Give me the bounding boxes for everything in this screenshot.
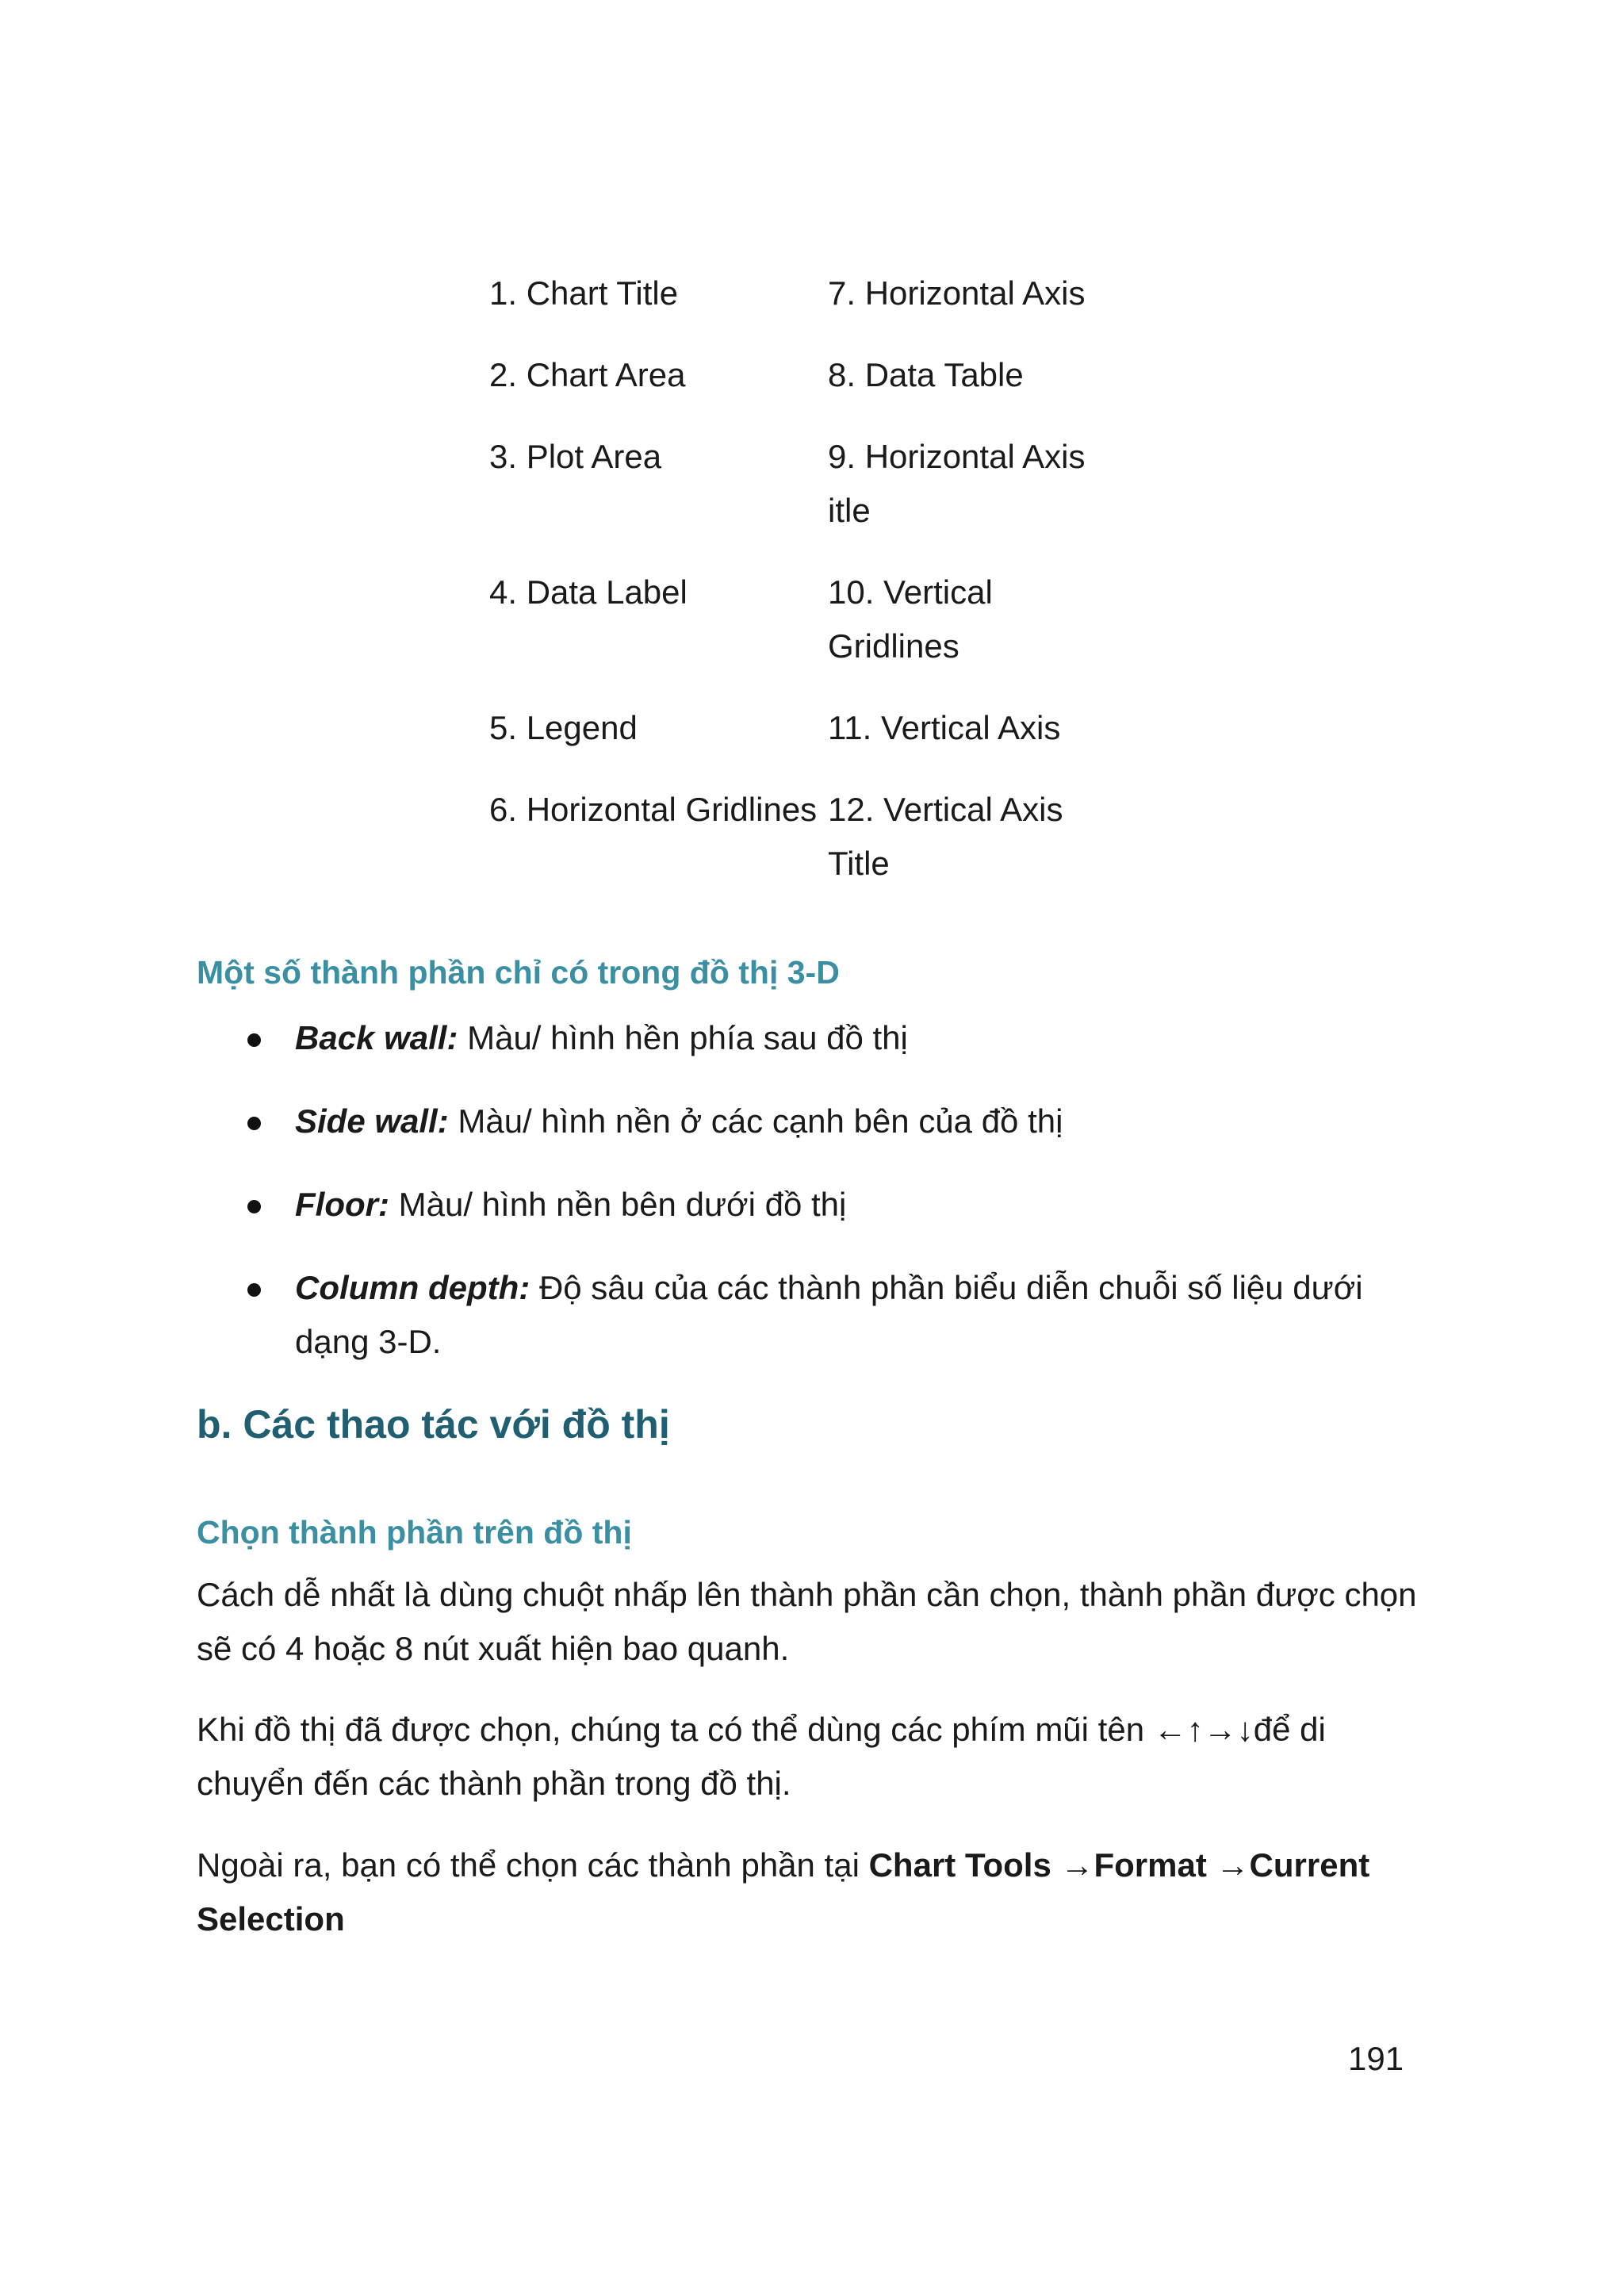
component-item: 8. Data Table xyxy=(828,356,1024,393)
bullet-term: Side wall: xyxy=(295,1102,449,1140)
menu-path-item: Current Selection xyxy=(197,1846,1370,1938)
component-item: 1. Chart Title xyxy=(489,274,679,312)
component-item: 11. Vertical Axis xyxy=(828,709,1061,746)
bullet-text: Màu/ hình nền bên dưới đồ thị xyxy=(389,1186,847,1223)
bullet-icon xyxy=(247,1200,261,1213)
component-item: 12. Vertical Axis Title xyxy=(828,791,1063,882)
component-item: 10. Vertical Gridlines xyxy=(828,573,993,665)
component-item: 3. Plot Area xyxy=(489,438,662,475)
arrow-icon: → xyxy=(1216,1846,1250,1884)
three-d-bullet-list xyxy=(197,1011,1402,1398)
component-row xyxy=(489,266,1124,320)
component-row xyxy=(489,783,1124,891)
menu-path-item: Format xyxy=(1094,1846,1207,1884)
list-item xyxy=(197,1178,1402,1232)
component-item: 7. Horizontal Axis xyxy=(828,274,1086,312)
section-heading: b. Các thao tác với đồ thị xyxy=(197,1402,670,1447)
list-item xyxy=(197,1011,1402,1065)
bullet-icon xyxy=(247,1117,261,1130)
list-item xyxy=(197,1261,1402,1369)
component-item: 4. Data Label xyxy=(489,573,688,611)
page-number: 191 xyxy=(1348,2040,1404,2077)
bullet-term: Column depth: xyxy=(295,1269,530,1306)
component-row xyxy=(489,565,1124,673)
menu-path-item: Chart Tools xyxy=(868,1846,1051,1884)
component-row xyxy=(489,701,1124,755)
paragraph-text: Ngoài ra, bạn có thể chọn các thành phần tại xyxy=(197,1846,869,1884)
list-item xyxy=(197,1094,1402,1148)
bullet-icon xyxy=(247,1283,261,1297)
component-item: 2. Chart Area xyxy=(489,356,686,393)
paragraph: Khi đồ thị đã được chọn, chúng ta có thể dùng các phím mũi tên ←↑→↓để di chuyển đến các thành phần trong đồ thị. xyxy=(197,1711,1326,1802)
component-row xyxy=(489,348,1124,402)
three-d-heading: Một số thành phần chỉ có trong đồ thị 3-D xyxy=(197,954,840,991)
paragraph: Cách dễ nhất là dùng chuột nhấp lên thành phần cần chọn, thành phần được chọn sẽ có 4 hoặc 8 nút xuất hiện bao quanh. xyxy=(197,1576,1417,1667)
component-row xyxy=(489,430,1124,538)
bullet-text: Màu/ hình hền phía sau đồ thị xyxy=(458,1019,908,1056)
bullet-icon xyxy=(247,1033,261,1047)
component-item: 9. Horizontal Axis itle xyxy=(828,438,1086,529)
component-item: 6. Horizontal Gridlines xyxy=(489,791,818,828)
bullet-term: Back wall: xyxy=(295,1019,458,1056)
bullet-term: Floor: xyxy=(295,1186,389,1223)
component-item: 5. Legend xyxy=(489,709,638,746)
paragraph xyxy=(197,1838,1418,1946)
bullet-text: Độ sâu của các thành phần biểu diễn chuỗi số liệu dưới dạng 3-D. xyxy=(295,1269,1363,1360)
select-components-heading: Chọn thành phần trên đồ thị xyxy=(197,1514,632,1550)
chart-components-list xyxy=(489,266,1124,918)
arrow-icon: → xyxy=(1060,1846,1094,1884)
bullet-text: Màu/ hình nền ở các cạnh bên của đồ thị xyxy=(448,1102,1063,1140)
